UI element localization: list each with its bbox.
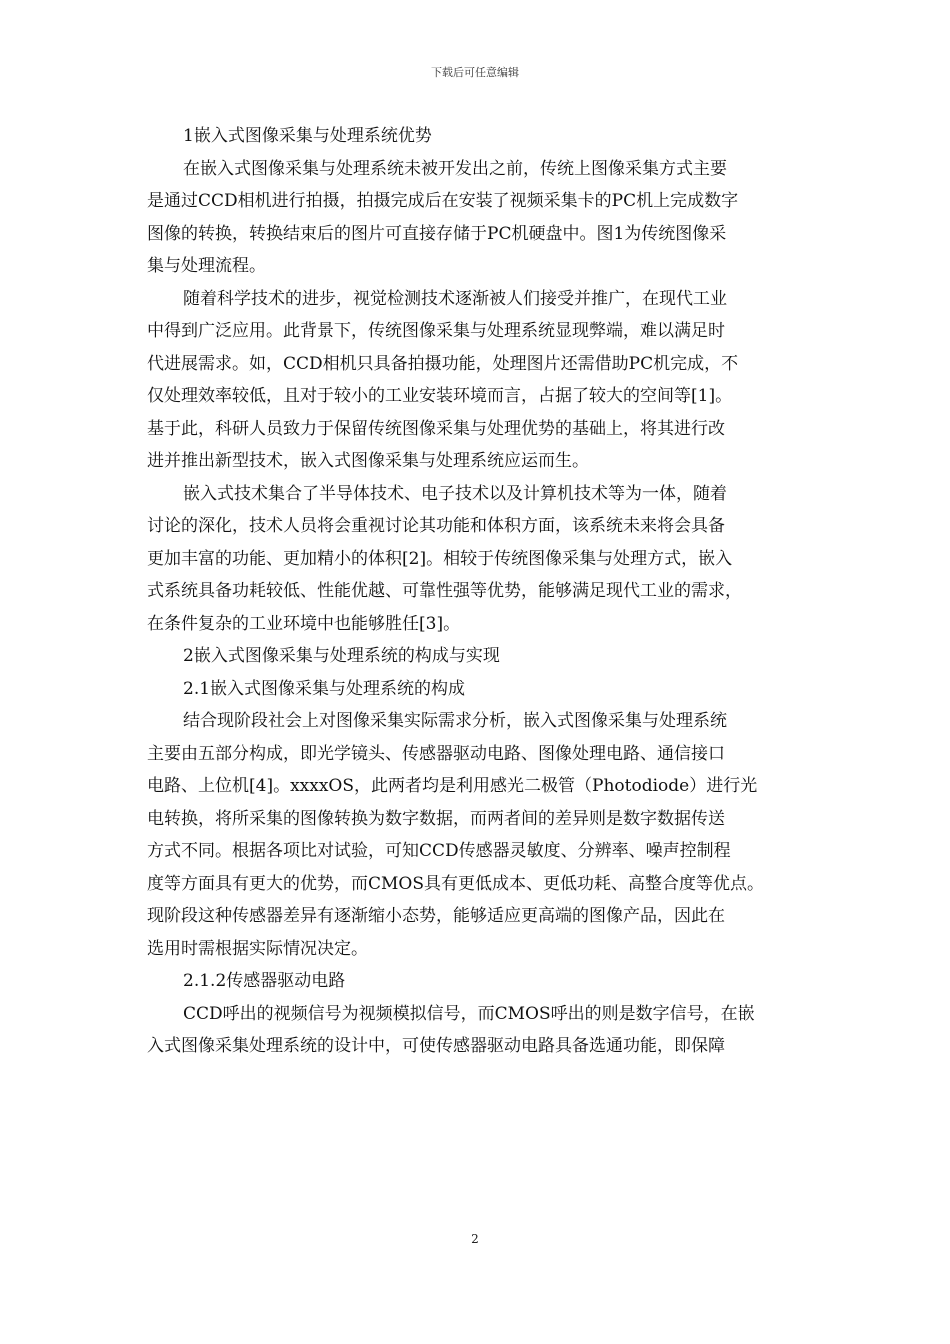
text-line: 式系统具备功耗较低、性能优越、可靠性强等优势，能够满足现代工业的需求， — [147, 581, 742, 601]
text-line: 主要由五部分构成，即光学镜头、传感器驱动电路、图像处理电路、通信接口 — [147, 743, 725, 764]
text-line: 更加丰富的功能、更加精小的体积[2]。相较于传统图像采集与处理方式，嵌入 — [147, 548, 733, 569]
document-body — [147, 120, 817, 1063]
text-line: 入式图像采集处理系统的设计中，可使传感器驱动电路具备选通功能，即保障 — [147, 1036, 725, 1056]
text-line: 中得到广泛应用。此背景下，传统图像采集与处理系统显现弊端，难以满足时 — [147, 321, 725, 341]
text-line: 结合现阶段社会上对图像采集实际需求分析，嵌入式图像采集与处理系统 — [183, 711, 727, 731]
text-line: 集与处理流程。 — [147, 256, 266, 276]
text-line: 1嵌入式图像采集与处理系统优势 — [183, 126, 432, 146]
text-line: 2.1嵌入式图像采集与处理系统的构成 — [183, 678, 466, 699]
text-line: 电转换，将所采集的图像转换为数字数据，而两者间的差异则是数字数据传送 — [147, 808, 725, 829]
page-number: 2 — [471, 1232, 479, 1246]
text-line: 仅处理效率较低，且对于较小的工业安装环境而言，占据了较大的空间等[1]。 — [147, 386, 733, 406]
text-line: 随着科学技术的进步，视觉检测技术逐渐被人们接受并推广，在现代工业 — [183, 288, 727, 309]
text-line: 电路、上位机[4]。xxxxOS，此两者均是利用感光二极管（Photodiode）进行光 — [147, 776, 758, 796]
text-line: 嵌入式技术集合了半导体技术、电子技术以及计算机技术等为一体，随着 — [183, 483, 727, 504]
text-line: 是通过CCD相机进行拍摄，拍摄完成后在安装了视频采集卡的PC机上完成数字 — [147, 191, 739, 211]
page-header: 下载后可任意编辑 — [431, 66, 519, 79]
text-line: 图像的转换，转换结束后的图片可直接存储于PC机硬盘中。图1为传统图像采 — [147, 223, 727, 244]
text-line: 讨论的深化，技术人员将会重视讨论其功能和体积方面，该系统未来将会具备 — [147, 516, 725, 536]
text-line: 现阶段这种传感器差异有逐渐缩小态势，能够适应更高端的图像产品，因此在 — [147, 906, 725, 926]
text-line: 选用时需根据实际情况决定。 — [147, 938, 368, 959]
text-line: 2.1.2传感器驱动电路 — [183, 971, 346, 991]
text-line: CCD呼出的视频信号为视频模拟信号，而CMOS呼出的则是数字信号，在嵌 — [183, 1003, 755, 1024]
text-line: 2嵌入式图像采集与处理系统的构成与实现 — [183, 646, 500, 666]
text-line: 方式不同。根据各项比对试验，可知CCD传感器灵敏度、分辨率、噪声控制程 — [147, 841, 731, 861]
text-line: 度等方面具有更大的优势，而CMOS具有更低成本、更低功耗、高整合度等优点。 — [147, 873, 764, 894]
text-line: 进并推出新型技术，嵌入式图像采集与处理系统应运而生。 — [147, 451, 589, 471]
text-line: 基于此，科研人员致力于保留传统图像采集与处理优势的基础上，将其进行改 — [147, 418, 725, 439]
text-line: 在嵌入式图像采集与处理系统未被开发出之前，传统上图像采集方式主要 — [183, 158, 727, 179]
text-line: 在条件复杂的工业环境中也能够胜任[3]。 — [147, 613, 461, 634]
text-line: 代进展需求。如，CCD相机只具备拍摄功能，处理图片还需借助PC机完成，不 — [147, 353, 739, 374]
